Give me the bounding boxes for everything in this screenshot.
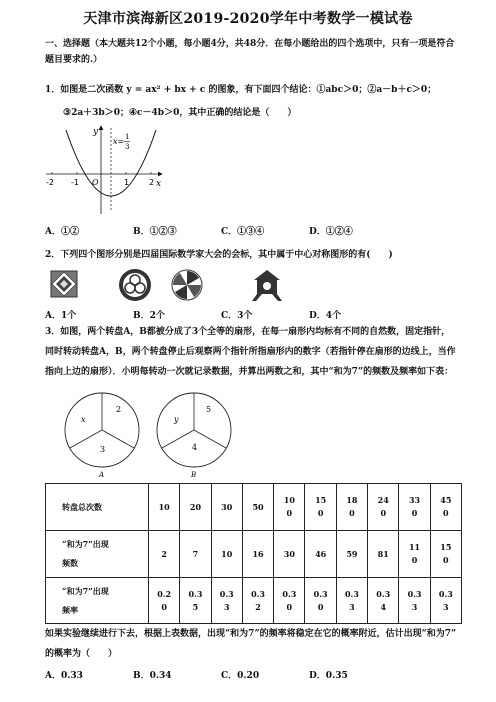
q2-logo-4 xyxy=(250,268,284,302)
table-cell: 24 0 xyxy=(368,484,399,531)
q1-parabola-graph xyxy=(44,122,164,217)
row-header-counts: “和为7”出现 频数 xyxy=(46,531,149,578)
q1-option-a[interactable]: A．①② xyxy=(45,227,79,237)
spinner-a-sector-2: 2 xyxy=(116,405,122,414)
q1-stem: 1．如图是二次函数 y = ax² + bx + c 的图象，有下面四个结论：①abc＞0；②a－b＋c＞0； xyxy=(45,85,437,95)
axis-eq-denominator: 3 xyxy=(125,143,130,151)
q3-after-line1: 如果实验继续进行下去，根据上表数据，出现“和为7”的频率将稳定在它的概率附近，估计出现“和为7” xyxy=(45,629,457,639)
table-cell: 0.3 5 xyxy=(180,578,211,624)
table-cell: 0.3 3 xyxy=(430,578,461,624)
q1-stem2: ③2a＋3b＞0；④c－4b＞0，其中正确的结论是（ ） xyxy=(63,108,297,118)
table-cell: 10 0 xyxy=(274,484,305,531)
table-cell: 81 xyxy=(368,531,399,578)
frequency-table xyxy=(45,483,462,624)
q2-option-b[interactable]: B．2个 xyxy=(133,311,165,321)
table-cell: 59 xyxy=(336,531,367,578)
tick-label-1: 1 xyxy=(124,178,130,187)
table-cell: 0.3 0 xyxy=(305,578,336,624)
spinner-b-label: B xyxy=(191,471,197,479)
q2-option-d[interactable]: D．4个 xyxy=(309,311,342,321)
table-cell: 10 xyxy=(149,484,180,531)
tick-label-neg2: -2 xyxy=(46,178,54,187)
table-cell: 20 xyxy=(180,484,211,531)
q2-stem: 2．下列四个图形分别是四届国际数学家大会的会标，其中属于中心对称图形的有( ) xyxy=(45,250,393,260)
row-header-freqs: “和为7”出现 频率 xyxy=(46,578,149,624)
q3-option-b[interactable]: B．0.34 xyxy=(133,671,172,681)
spinner-a-label: A xyxy=(99,471,105,479)
parabola-curve xyxy=(66,130,156,196)
table-cell: 10 xyxy=(211,531,242,578)
q3-stem-line2: 同时转动转盘A，B，两个转盘停止后观察两个指针所指扇形内的数字（若指针停在扇形的边线上，当作 xyxy=(45,347,456,357)
table-cell: 0.3 3 xyxy=(336,578,367,624)
q3-after-line2: 的概率为（ ） xyxy=(45,649,118,659)
q1-option-d[interactable]: D．①②④ xyxy=(309,227,353,237)
table-row-totals xyxy=(46,484,462,531)
section-instruction-line2: 题目要求的.） xyxy=(45,55,103,65)
table-row-counts xyxy=(46,531,462,578)
tick-label-neg1: -1 xyxy=(71,178,79,187)
table-cell: 15 0 xyxy=(305,484,336,531)
table-cell: 0.3 0 xyxy=(274,578,305,624)
page-title: 天津市滨海新区2019-2020学年中考数学一模试卷 xyxy=(83,11,413,27)
q3-stem-line1: 3．如图，两个转盘A，B都被分成了3个全等的扇形，在每一扇形内均标有不同的自然数，固定指针， xyxy=(45,327,451,337)
axis-eq-label: x= xyxy=(113,137,125,146)
q2-logo-3 xyxy=(170,268,204,302)
tick-label-2: 2 xyxy=(149,178,155,187)
q1-option-c[interactable]: C．①③④ xyxy=(221,227,265,237)
q2-logo-2 xyxy=(118,268,152,302)
table-cell: 46 xyxy=(305,531,336,578)
q3-spinner-b xyxy=(154,390,234,480)
table-cell: 30 xyxy=(274,531,305,578)
table-cell: 0.3 3 xyxy=(211,578,242,624)
table-cell: 50 xyxy=(242,484,273,531)
q1-option-b[interactable]: B．①②③ xyxy=(133,227,177,237)
q3-option-a[interactable]: A．0.33 xyxy=(45,671,83,681)
section-instruction-line1: 一、选择题（本大题共12个小题，每小题4分，共48分．在每小题给出的四个选项中，只有一项是符合 xyxy=(45,39,455,49)
table-cell: 11 0 xyxy=(399,531,430,578)
table-cell: 0.3 4 xyxy=(368,578,399,624)
table-cell: 0.3 2 xyxy=(242,578,273,624)
spinner-b-sector-y: y xyxy=(174,415,179,424)
table-cell: 16 xyxy=(242,531,273,578)
table-cell: 7 xyxy=(180,531,211,578)
spinner-b-sector-5: 5 xyxy=(206,405,212,414)
q2-option-c[interactable]: C．3个 xyxy=(221,311,253,321)
q3-spinner-a xyxy=(62,390,142,480)
table-cell: 30 xyxy=(211,484,242,531)
spinner-a-sector-3: 3 xyxy=(100,445,106,454)
table-cell: 15 0 xyxy=(430,531,461,578)
q3-option-d[interactable]: D．0.35 xyxy=(309,671,348,681)
table-cell: 45 0 xyxy=(430,484,461,531)
origin-label: O xyxy=(92,178,99,187)
spinner-b-sector-4: 4 xyxy=(192,443,198,452)
table-cell: 0.2 0 xyxy=(149,578,180,624)
q3-stem-line3: 指向上边的扇形）．小明每转动一次就记录数据，并算出两数之和，其中“和为7”的频数及频率如下表： xyxy=(45,367,454,377)
table-cell: 33 0 xyxy=(399,484,430,531)
x-axis-label: x xyxy=(156,179,162,189)
q2-option-a[interactable]: A．1个 xyxy=(45,311,77,321)
table-cell: 0.3 3 xyxy=(399,578,430,624)
q3-option-c[interactable]: C．0.20 xyxy=(221,671,260,681)
y-axis-label: y xyxy=(93,127,99,137)
q2-logo-1 xyxy=(50,270,78,298)
row-header-totals: 转盘总次数 xyxy=(46,484,149,531)
spinner-a-sector-x: x xyxy=(81,415,86,424)
axis-eq-numerator: 1 xyxy=(125,133,130,141)
table-cell: 2 xyxy=(149,531,180,578)
table-cell: 18 0 xyxy=(336,484,367,531)
table-row-freqs xyxy=(46,578,462,624)
